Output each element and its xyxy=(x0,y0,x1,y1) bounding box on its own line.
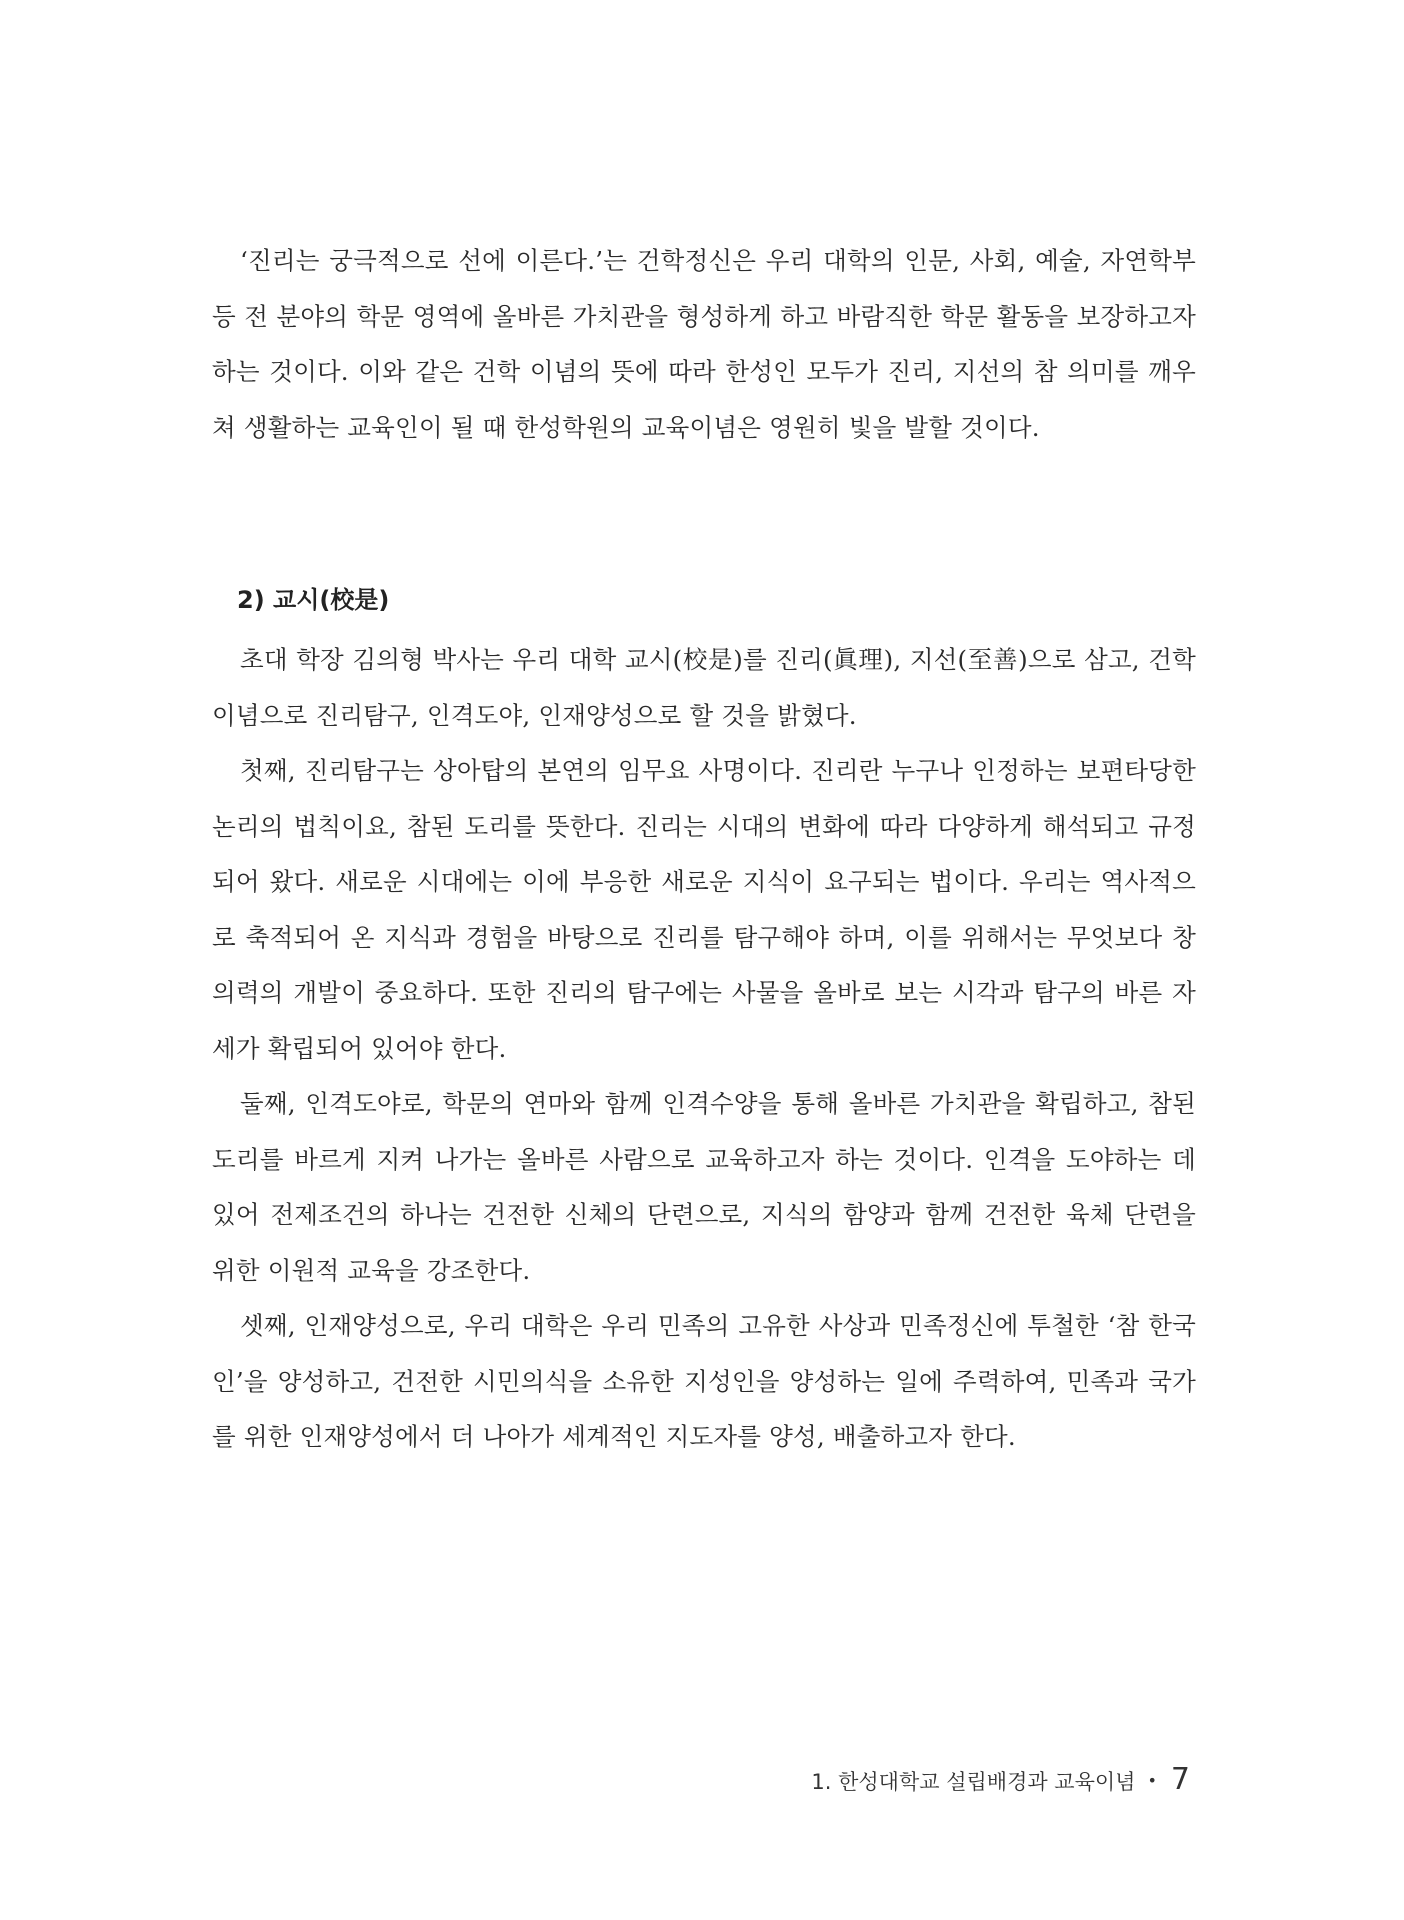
intro-block xyxy=(212,233,1196,455)
intro-paragraph: ‘진리는 궁극적으로 선에 이른다.’는 건학정신은 우리 대학의 인문, 사회, 예술, 자연학부 등 전 분야의 학문 영역에 올바른 가치관을 형성하게 하고 바람직한 학문 활동을 보장하고자 하는 것이다. 이와 같은 건학 이념의 뜻에 따라 한성인 모두가 진리, 지선의 참 의미를 깨우쳐 생활하는 교육인이 될 때 한성학원의 교육이념은 영원히 빛을 발할 것이다. xyxy=(212,246,1196,442)
body-paragraph-third: 셋째, 인재양성으로, 우리 대학은 우리 민족의 고유한 사상과 민족정신에 투철한 ‘참 한국인’을 양성하고, 건전한 시민의식을 소유한 지성인을 양성하는 일에 주력하여, 민족과 국가를 위한 인재양성에서 더 나아가 세계적인 지도자를 양성, 배출하고자 한다. xyxy=(212,1311,1196,1451)
page-number: 7 xyxy=(1170,1762,1190,1797)
section-heading: 2) 교시(校是) xyxy=(237,586,390,614)
body-paragraph-second: 둘째, 인격도야로, 학문의 연마와 함께 인격수양을 통해 올바른 가치관을 확립하고, 참된 도리를 바르게 지켜 나가는 올바른 사람으로 교육하고자 하는 것이다. 인격을 도야하는 데 있어 전제조건의 하나는 건전한 신체의 단련으로, 지식의 함양과 함께 건전한 육체 단련을 위한 이원적 교육을 강조한다. xyxy=(212,1089,1196,1285)
page-footer xyxy=(811,1762,1190,1797)
body-paragraph-intro: 초대 학장 김의형 박사는 우리 대학 교시(校是)를 진리(眞理), 지선(至善)으로 삼고, 건학이념으로 진리탐구, 인격도야, 인재양성으로 할 것을 밝혔다. xyxy=(212,645,1196,730)
body-paragraph-first: 첫째, 진리탐구는 상아탑의 본연의 임무요 사명이다. 진리란 누구나 인정하는 보편타당한 논리의 법칙이요, 참된 도리를 뜻한다. 진리는 시대의 변화에 따라 다양하게 해석되고 규정되어 왔다. 새로운 시대에는 이에 부응한 새로운 지식이 요구되는 법이다. 우리는 역사적으로 축적되어 온 지식과 경험을 바탕으로 진리를 탐구해야 하며, 이를 위해서는 무엇보다 창의력의 개발이 중요하다. 또한 진리의 탐구에는 사물을 올바로 보는 시각과 탐구의 바른 자세가 확립되어 있어야 한다. xyxy=(212,756,1196,1063)
section-body xyxy=(212,632,1196,1465)
running-title: 1. 한성대학교 설립배경과 교육이념 xyxy=(811,1770,1136,1794)
bullet-separator: • xyxy=(1147,1771,1157,1790)
